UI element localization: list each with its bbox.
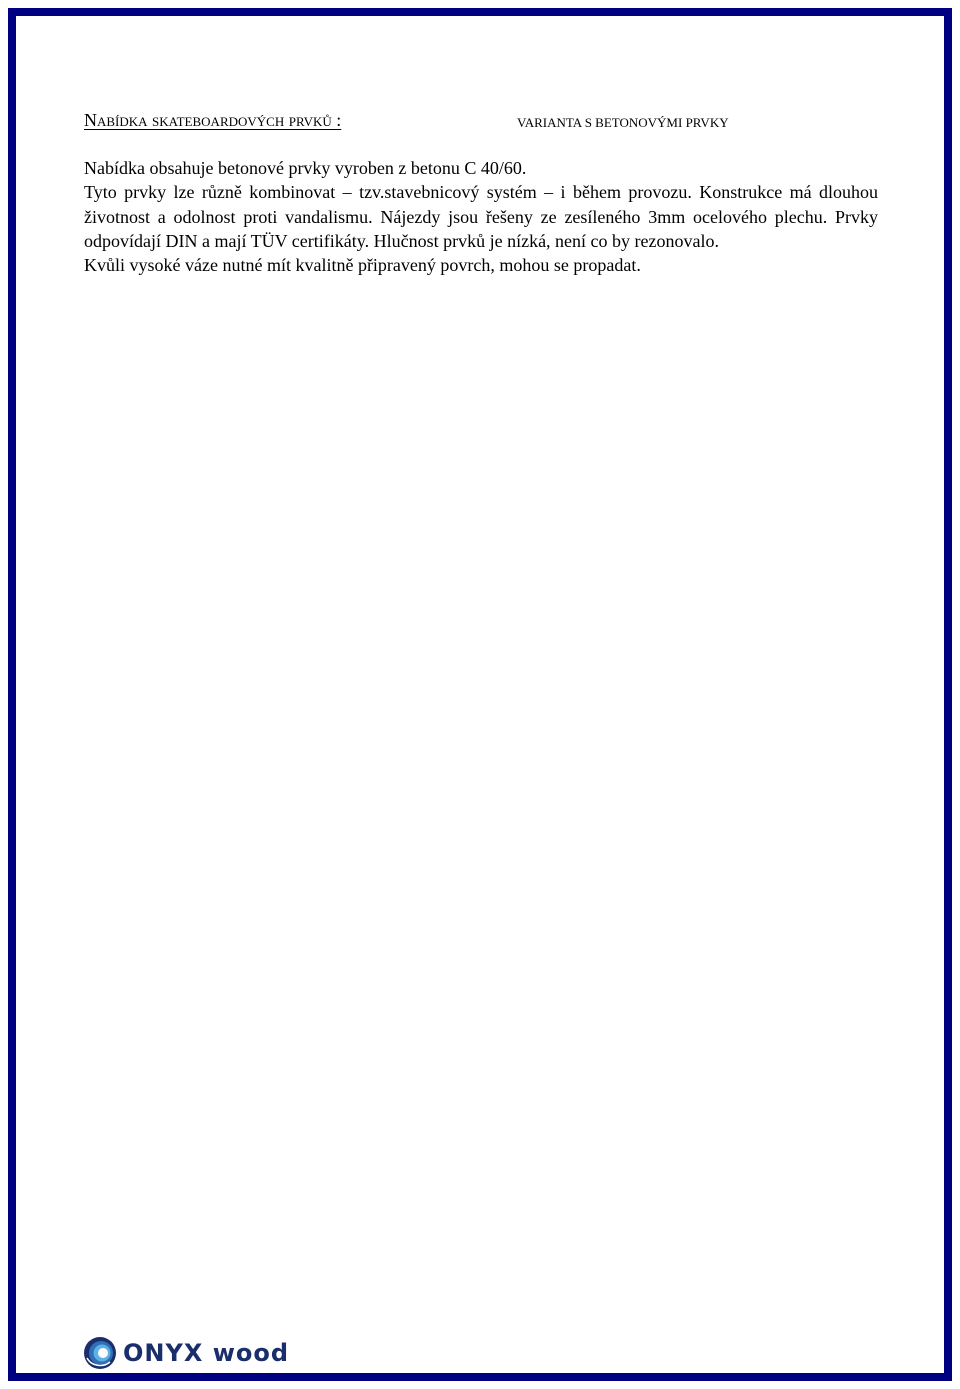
document-body	[84, 156, 878, 277]
document-header	[84, 108, 884, 138]
logo-swirl-icon	[83, 1336, 117, 1370]
document-subtitle: VARIANTA S BETONOVÝMI PRVKY	[517, 115, 729, 130]
onyx-wood-logo	[83, 1333, 289, 1373]
paragraph-intro: Nabídka obsahuje betonové prvky vyroben z betonu C 40/60.	[84, 158, 527, 178]
paragraph-note: Kvůli vysoké váze nutné mít kvalitně připravený povrch, mohou se propadat.	[84, 255, 641, 276]
document-title: Nabídka skateboardových prvků :	[84, 110, 342, 130]
logo-wordmark: ONYX wood	[123, 1339, 290, 1367]
paragraph-details: Tyto prvky lze různě kombinovat – tzv.stavebnicový systém – i během provozu. Konstrukce má dlouhou životnost a odolnost proti vandalismu. Nájezdy jsou řešeny ze zesíleného 3mm ocelového plechu. Prvky odpovídají DIN a mají TÜV certifikáty. Hlučnost prvků je nízká, není co by rezonovalo.	[84, 182, 878, 251]
